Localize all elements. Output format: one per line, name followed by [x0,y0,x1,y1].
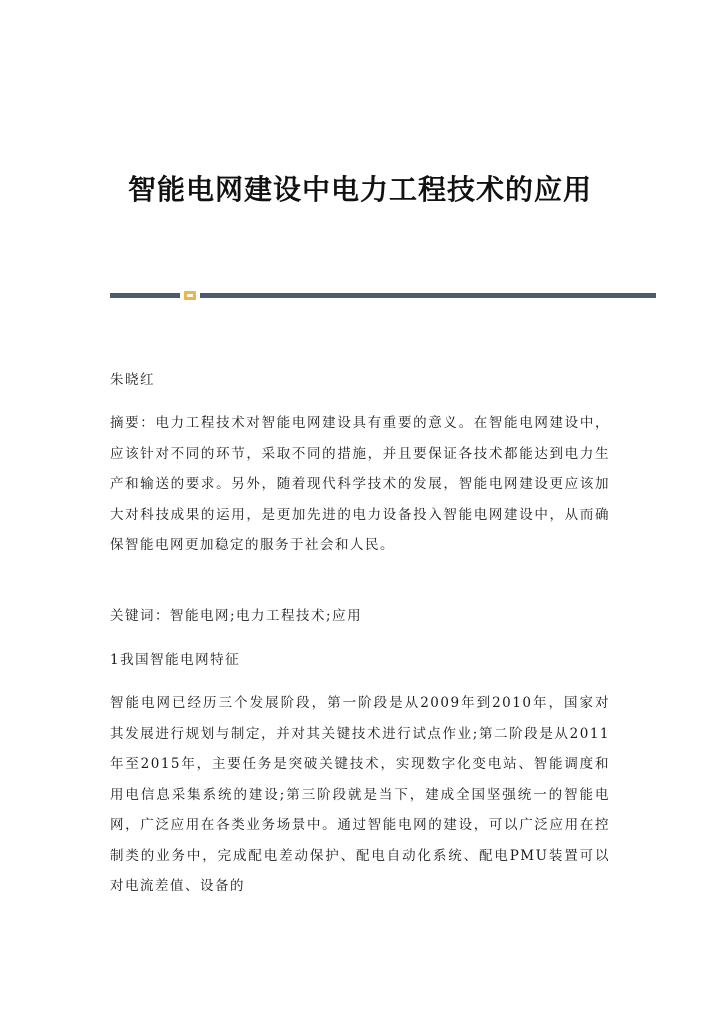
title-divider-right [200,293,656,298]
title-divider-left [110,293,180,298]
author-name: 朱晓红 [110,372,155,388]
body-paragraph: 智能电网已经历三个发展阶段，第一阶段是从2009年到2010年，国家对其发展进行规划与制定，并对其关键技术进行试点作业;第二阶段是从2011年至2015年，主要任务是突破关键技术，实现数字化变电站、智能调度和用电信息采集系统的建设;第三阶段就是当下，建成全国坚强统一的智能电网，广泛应用在各类业务场景中。通过智能电网的建设，可以广泛应用在控制类的业务中，完成配电差动保护、配电自动化系统、配电PMU装置可以对电流差值、设备的 [110,695,610,894]
divider-book-icon [184,291,196,300]
abstract-paragraph: 摘要：电力工程技术对智能电网建设具有重要的意义。在智能电网建设中，应该针对不同的环节，采取不同的措施，并且要保证各技术都能达到电力生产和输送的要求。另外，随着现代科学技术的发展，智能电网建设更应该加大对科技成果的运用，是更加先进的电力设备投入智能电网建设中，从而确保智能电网更加稳定的服务于社会和人民。 [110,415,610,553]
section-heading: 1我国智能电网特征 [110,652,241,668]
keywords-line: 关键词：智能电网;电力工程技术;应用 [110,608,363,624]
document-title: 智能电网建设中电力工程技术的应用 [127,173,592,206]
